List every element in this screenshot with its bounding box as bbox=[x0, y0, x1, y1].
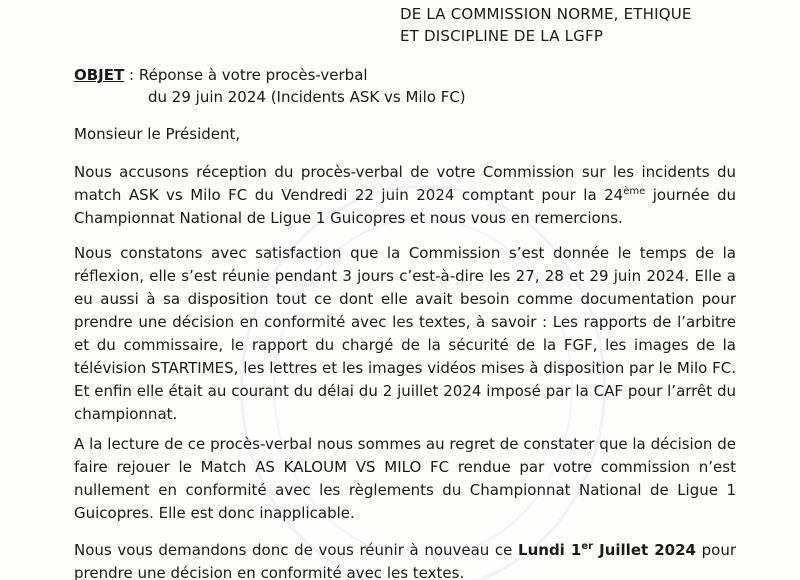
paragraph-4-date-superscript: er bbox=[581, 541, 594, 552]
paragraph-3: A la lecture de ce procès-verbal nous sommes au regret de constater que la décision de faire rejouer le Match AS KALOUM VS MILO FC rendue par votre commission n’est nullement en conformité avec les règlements du Championnat National de Ligue 1 Guicopres. Elle est donc inapplicable. bbox=[74, 435, 736, 522]
paragraph-4-date-day: Lundi 1 bbox=[518, 541, 582, 559]
paragraph-4-text-b: pour prendre une décision en conformité avec les textes. bbox=[74, 541, 736, 580]
paragraph-4 bbox=[74, 539, 736, 580]
paragraph-1-superscript: ème bbox=[623, 186, 646, 197]
recipient-line-2: ET DISCIPLINE DE LA LGFP bbox=[400, 27, 604, 45]
salutation: Monsieur le Président, bbox=[74, 125, 241, 143]
paragraph-1 bbox=[74, 161, 736, 230]
paragraph-2: Nous constatons avec satisfaction que la Commission s’est donnée le temps de la réflexion, elle s’est réunie pendant 3 jours c’est-à-dire les 27, 28 et 29 juin 2024. Elle a eu aussi à sa disposition tout ce dont elle avait besoin comme documentation pour prendre une décision en conformité avec les textes, à savoir : Les rapports de l’arbitre et du commissaire, le rapport du chargé de la sécurité de la FGF, les images de la télévision STARTIMES, les lettres et les images vidéos mises à disposition par le Milo FC. Et enfin elle était au courant du délai du 2 juillet 2024 imposé par la CAF pour l’arrêt du championnat. bbox=[74, 244, 736, 423]
paragraph-1-text-a: Nous accusons réception du procès-verbal de votre Commission sur les incidents du match ASK vs Milo FC du Vendredi 22 juin 2024 comptant pour la 24 bbox=[74, 163, 736, 204]
recipient-block bbox=[400, 3, 692, 47]
subject-separator: : bbox=[124, 66, 139, 84]
subject-label: OBJET bbox=[74, 66, 125, 84]
paragraph-1-text-b: journée du Championnat National de Ligue 1 Guicopres et nous vous en remercions. bbox=[74, 186, 736, 227]
subject-block bbox=[74, 64, 466, 108]
paragraph-4-date-month: Juillet 2024 bbox=[593, 541, 696, 559]
subject-text-1: Réponse à votre procès-verbal bbox=[138, 66, 368, 84]
paragraph-4-text-a: Nous vous demandons donc de vous réunir à nouveau ce bbox=[74, 541, 519, 559]
recipient-line-1: DE LA COMMISSION NORME, ETHIQUE bbox=[400, 5, 692, 23]
subject-line-1 bbox=[74, 64, 466, 86]
subject-line-2: du 29 juin 2024 (Incidents ASK vs Milo FC) bbox=[148, 88, 466, 106]
